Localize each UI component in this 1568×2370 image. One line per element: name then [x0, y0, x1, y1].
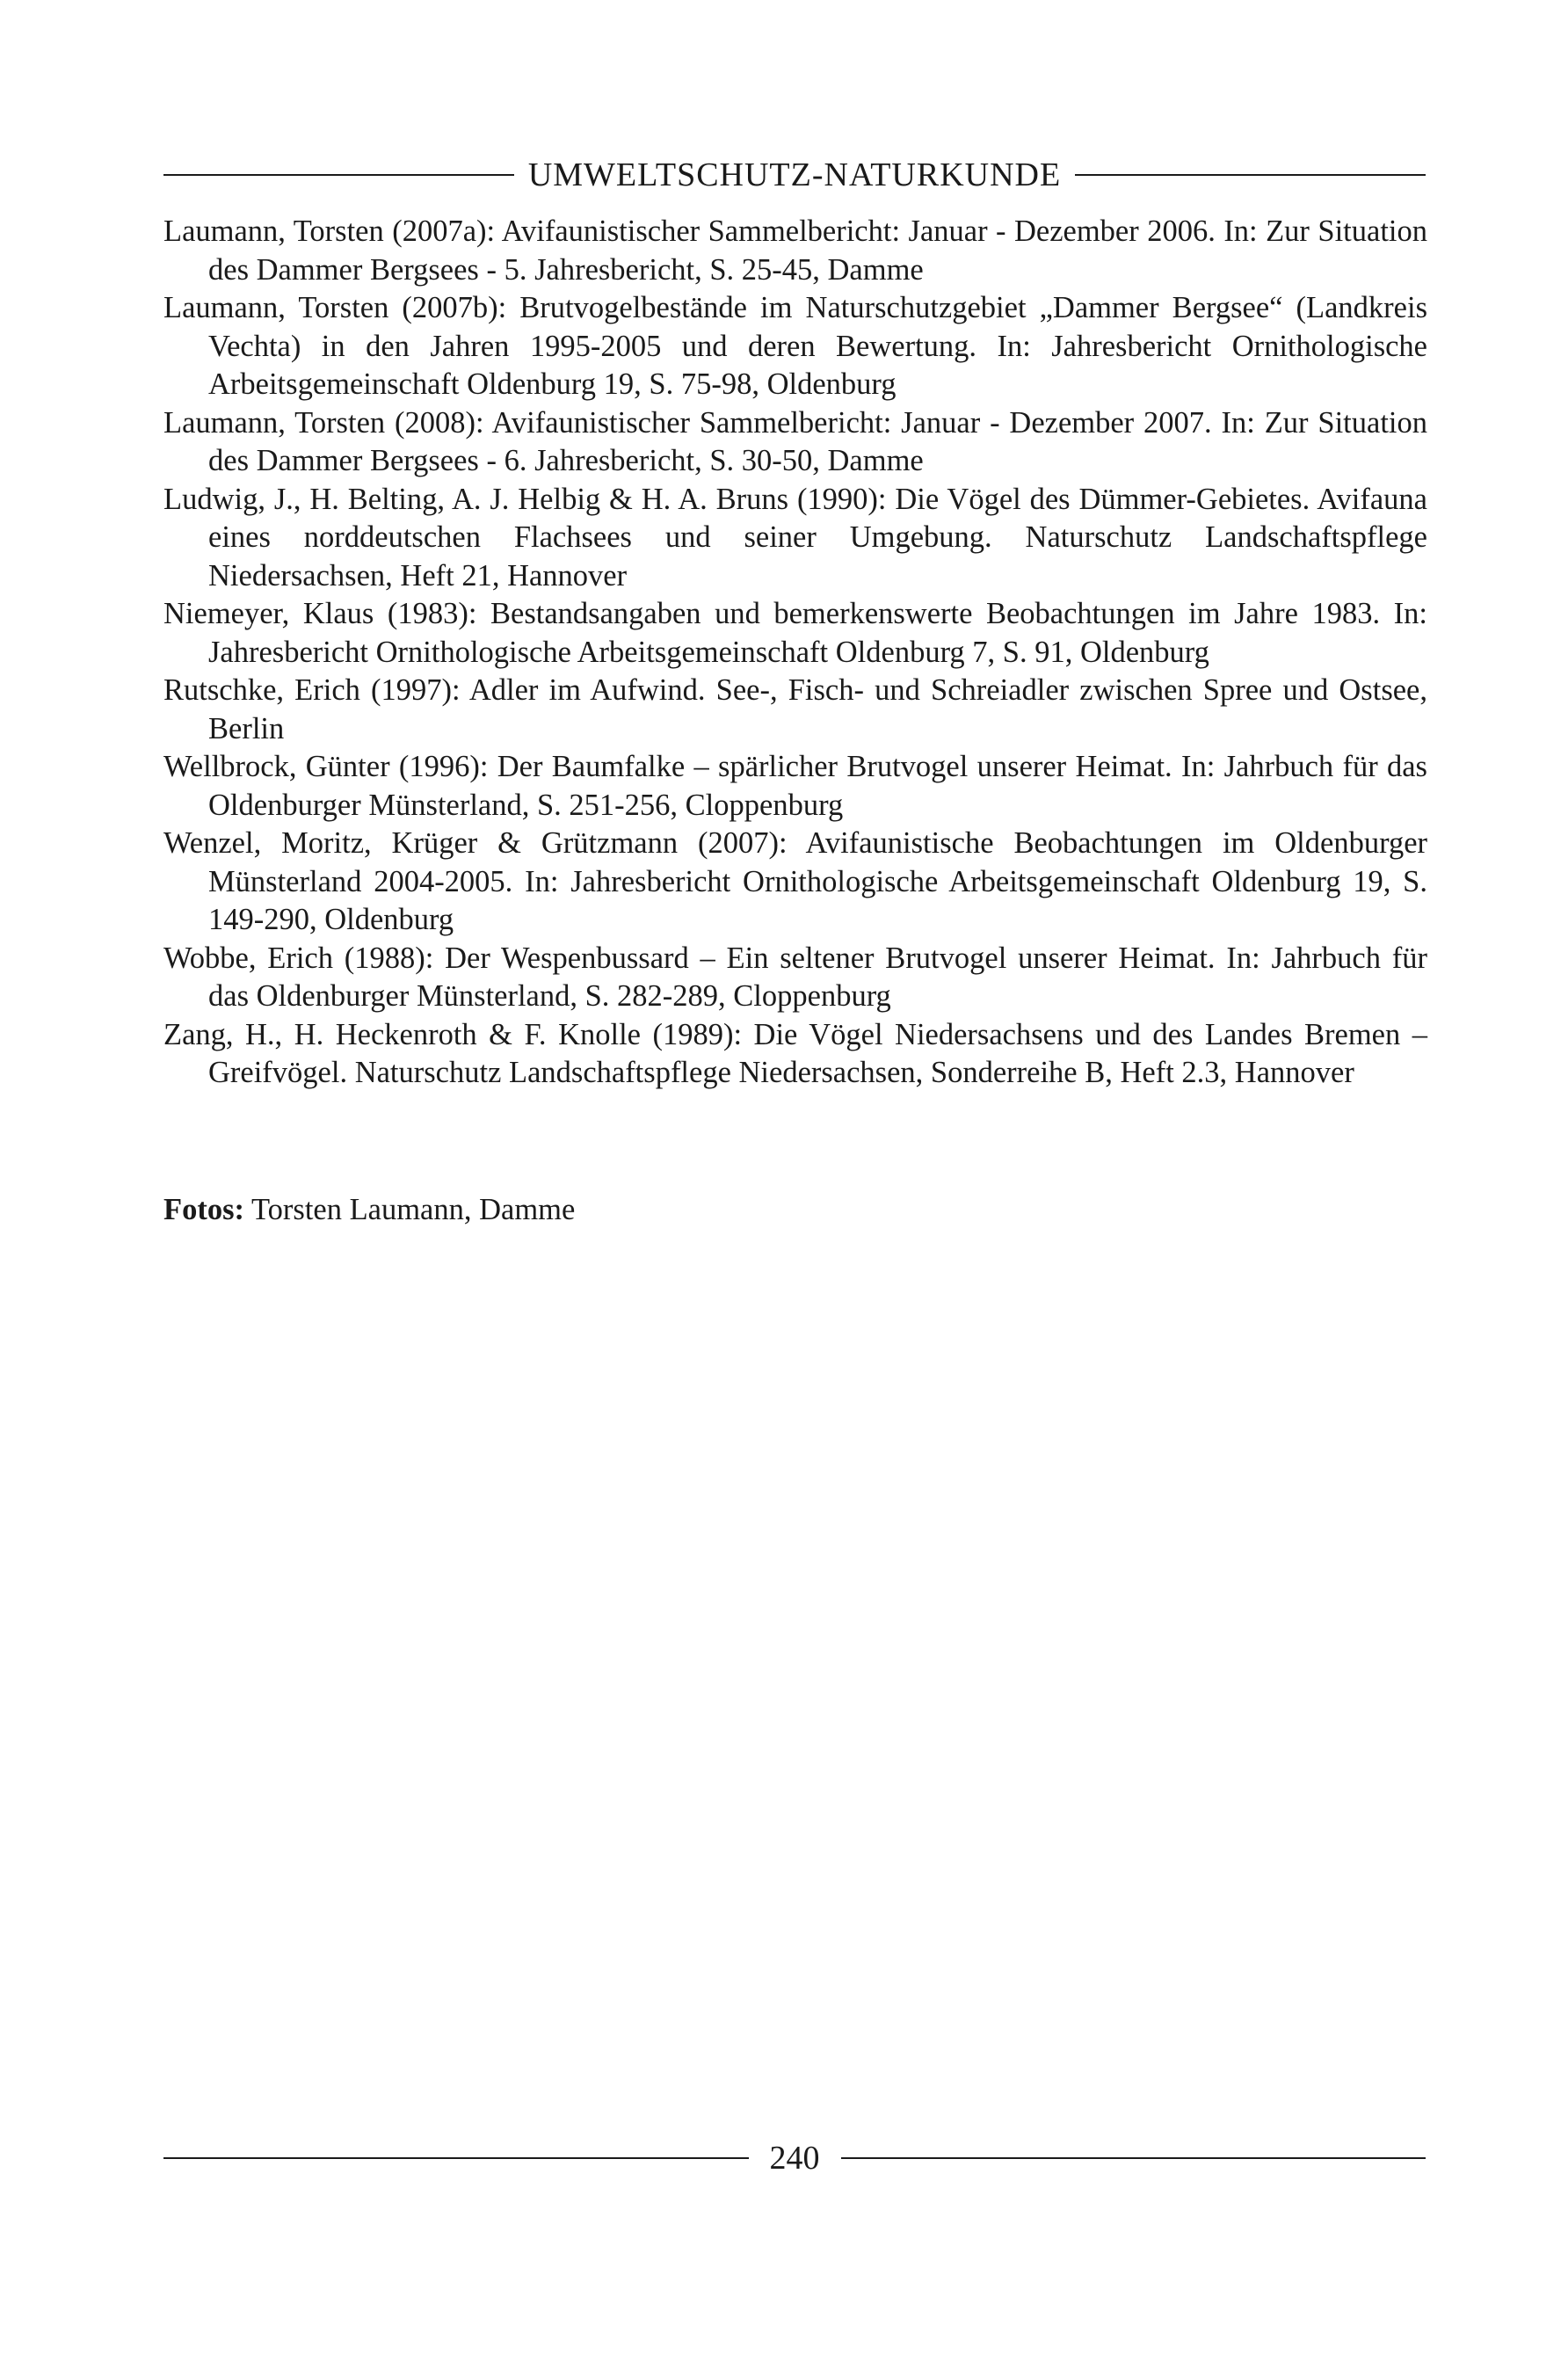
- header-title: UMWELTSCHUTZ-NATURKUNDE: [527, 156, 1062, 193]
- reference-list: [163, 213, 1427, 1093]
- reference-item: Laumann, Torsten (2007a): Avifaunistischer Sammelbericht: Januar - Dezember 2006. In: Zur Situation des Dammer Bergsees - 5. Jahresbericht, S. 25-45, Damme: [163, 214, 1427, 287]
- page-footer: [163, 2141, 1426, 2175]
- reference-item: Rutschke, Erich (1997): Adler im Aufwind. See-, Fisch- und Schreiadler zwischen Spree und Ostsee, Berlin: [163, 673, 1427, 745]
- reference-item: Wellbrock, Günter (1996): Der Baumfalke – spärlicher Brutvogel unserer Heimat. In: Jahrbuch für das Oldenburger Münsterland, S. 251-256, Cloppenburg: [163, 750, 1427, 822]
- running-header: [163, 158, 1426, 192]
- reference-item: Zang, H., H. Heckenroth & F. Knolle (1989): Die Vögel Niedersachsens und des Landes Bremen – Greifvögel. Naturschutz Landschaftspflege Niedersachsen, Sonderreihe B, Heft 2.3, Hannover: [163, 1017, 1427, 1089]
- header-rule-right: [1075, 174, 1426, 176]
- reference-item: Niemeyer, Klaus (1983): Bestandsangaben und bemerkenswerte Beobachtungen im Jahre 1983. In: Jahresbericht Ornithologische Arbeitsgemeinschaft Oldenburg 7, S. 91, Oldenburg: [163, 597, 1427, 669]
- reference-item: Ludwig, J., H. Belting, A. J. Helbig & H. A. Bruns (1990): Die Vögel des Dümmer-Gebietes. Avifauna eines norddeutschen Flachsees und seiner Umgebung. Naturschutz Landschaftspflege Niedersachsen, Heft 21, Hannover: [163, 482, 1427, 592]
- reference-item: Wenzel, Moritz, Krüger & Grützmann (2007): Avifaunistische Beobachtungen im Oldenburger Münsterland 2004-2005. In: Jahresbericht Ornithologische Arbeitsgemeinschaft Oldenburg 19, S. 149-290, Oldenburg: [163, 826, 1427, 936]
- photo-credit: [163, 1191, 575, 1230]
- footer-rule-right: [841, 2157, 1426, 2159]
- page-number: 240: [769, 2140, 820, 2177]
- reference-item: Wobbe, Erich (1988): Der Wespenbussard – Ein seltener Brutvogel unserer Heimat. In: Jahrbuch für das Oldenburger Münsterland, S. 282-289, Cloppenburg: [163, 941, 1427, 1013]
- header-rule-left: [163, 174, 514, 176]
- reference-item: Laumann, Torsten (2008): Avifaunistischer Sammelbericht: Januar - Dezember 2007. In: Zur Situation des Dammer Bergsees - 6. Jahresbericht, S. 30-50, Damme: [163, 405, 1427, 477]
- photo-credit-label: Fotos:: [163, 1193, 244, 1226]
- footer-rule-left: [163, 2157, 749, 2159]
- reference-item: Laumann, Torsten (2007b): Brutvogelbestände im Naturschutzgebiet „Dammer Bergsee“ (Landkreis Vechta) in den Jahren 1995-2005 und deren Bewertung. In: Jahresbericht Ornithologische Arbeitsgemeinschaft Oldenburg 19, S. 75-98, Oldenburg: [163, 291, 1427, 401]
- photo-credit-text: Torsten Laumann, Damme: [243, 1193, 576, 1226]
